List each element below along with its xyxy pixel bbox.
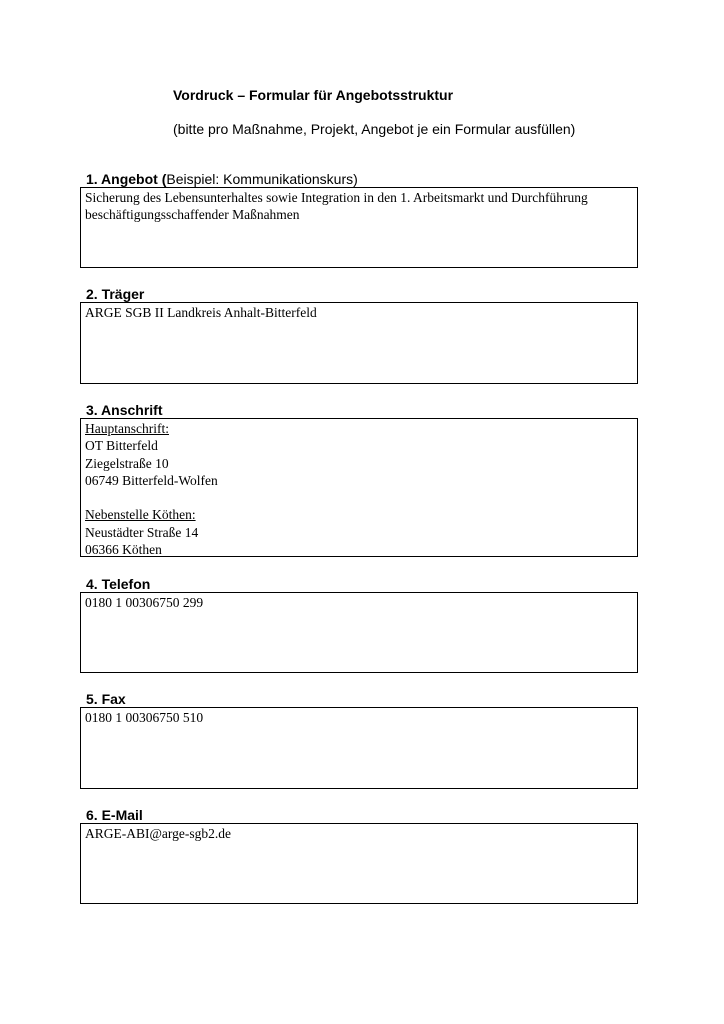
form-title: Vordruck – Formular für Angebotsstruktur bbox=[173, 87, 454, 103]
address-branch-line: Neustädter Straße 14 bbox=[85, 524, 199, 540]
address-main-heading: Hauptanschrift: bbox=[85, 421, 169, 436]
address-main-line: 06749 Bitterfeld-Wolfen bbox=[85, 472, 218, 488]
field-value-traeger: ARGE SGB II Landkreis Anhalt-Bitterfeld bbox=[85, 305, 317, 320]
section-heading-telefon: 4. Telefon bbox=[86, 576, 151, 592]
field-telefon[interactable] bbox=[80, 592, 638, 673]
address-blank-line bbox=[85, 489, 633, 506]
field-email[interactable] bbox=[80, 823, 638, 904]
section-heading-fax: 5. Fax bbox=[86, 691, 126, 707]
field-value-angebot: Sicherung des Lebensunterhaltes sowie Integration in den 1. Arbeitsmarkt und Durchführung beschäftigungsschaffender Maßnahmen bbox=[85, 190, 588, 223]
field-value-telefon: 0180 1 00306750 299 bbox=[85, 595, 204, 610]
address-main-line: OT Bitterfeld bbox=[85, 438, 158, 454]
address-branch-heading: Nebenstelle Köthen: bbox=[85, 507, 196, 523]
form-subtitle: (bitte pro Maßnahme, Projekt, Angebot je ein Formular ausfüllen) bbox=[173, 121, 576, 137]
field-anschrift[interactable] bbox=[80, 418, 638, 557]
field-value-email: ARGE-ABI@arge-sgb2.de bbox=[85, 826, 232, 841]
address-main-line: Ziegelstraße 10 bbox=[85, 455, 169, 471]
section-label-angebot: 1. Angebot ( bbox=[86, 171, 167, 187]
section-heading-traeger: 2. Träger bbox=[86, 286, 145, 302]
field-angebot[interactable] bbox=[80, 187, 638, 268]
field-value-fax: 0180 1 00306750 510 bbox=[85, 710, 204, 725]
section-heading-email: 6. E-Mail bbox=[86, 807, 143, 823]
field-fax[interactable] bbox=[80, 707, 638, 789]
section-hint-angebot: Beispiel: Kommunikationskurs) bbox=[166, 171, 358, 187]
section-heading-anschrift: 3. Anschrift bbox=[86, 402, 163, 418]
section-heading-angebot bbox=[86, 171, 358, 187]
address-branch-line: 06366 Köthen bbox=[85, 542, 162, 557]
field-traeger[interactable] bbox=[80, 302, 638, 384]
